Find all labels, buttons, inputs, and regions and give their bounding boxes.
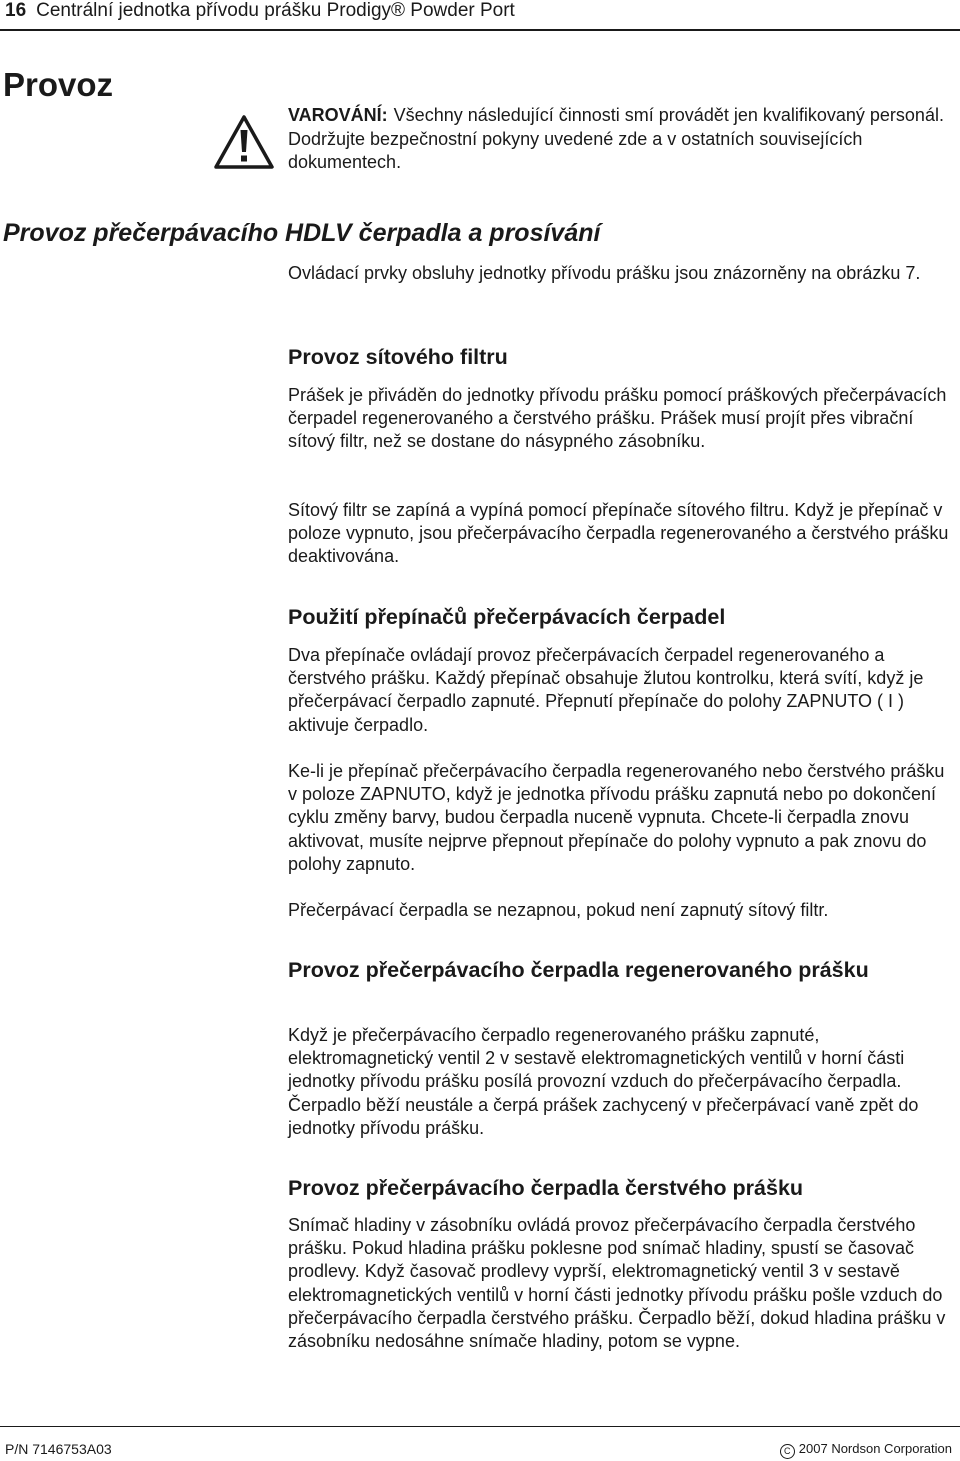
warning-triangle-icon [213, 114, 275, 170]
part-number: P/N 7146753A03 [5, 1441, 112, 1457]
subsection-intro: Ovládací prvky obsluhy jednotky přívodu prášku jsou znázorněny na obrázku 7. [288, 263, 921, 283]
paragraph: Přečerpávací čerpadla se nezapnou, pokud není zapnutý sítový filtr. [288, 900, 829, 920]
subsection-title: Provoz přečerpávacího HDLV čerpadla a prosívání [3, 219, 601, 247]
paragraph: Když je přečerpávacího čerpadlo regenerovaného prášku zapnuté, elektromagnetický ventil 2 v sestavě elektromagnetických ventilů v horní části jednotky přívodu prášku posílá provozní vzduch do přečerpávacího čerpadla. Čerpadlo běží neustále a čerpá prášek zachycený v přečerpávací vaně zpět do jednotky přívodu prášku. [288, 1025, 919, 1138]
page-header [5, 0, 515, 24]
copyright-text: 2007 Nordson Corporation [798, 1441, 952, 1456]
page-number: 16 [5, 0, 27, 21]
section-title: Provoz [3, 66, 114, 103]
heading-pump-switches: Použití přepínačů přečerpávacích čerpadel [288, 605, 726, 629]
heading-virgin-pump: Provoz přečerpávacího čerpadla čerstvého prášku [288, 1176, 804, 1200]
heading-screen-filter: Provoz sítového filtru [288, 345, 508, 369]
warning-note [288, 104, 948, 175]
paragraph: Dva přepínače ovládají provoz přečerpávacích čerpadel regenerovaného a čerstvého prášku. Každý přepínač obsahuje žlutou kontrolku, která svítí, když je přečerpávací čerpadlo zapnuté. Přepnutí přepínače do polohy ZAPNUTO ( I ) aktivuje čerpadlo. [288, 645, 924, 735]
footer-divider [0, 1426, 960, 1427]
paragraph: Ke-li je přepínač přečerpávacího čerpadla regenerovaného nebo čerstvého prášku v poloze ZAPNUTO, když je jednotka přívodu prášku zapnutá nebo po dokončení cyklu změny barvy, budou čerpadla nuceně vypnuta. Chcete-li čerpadla znovu aktivovat, musíte nejprve přepnout přepínače do polohy vypnuto a pak znovu do polohy zapnuto. [288, 761, 945, 874]
warning-text: Všechny následující činnosti smí provádět jen kvalifikovaný personál. Dodržujte bezpečnostní pokyny uvedené zde a v ostatních souvisejících dokumentech. [288, 105, 944, 172]
copyright-icon: C [780, 1444, 795, 1459]
paragraph: Prášek je přiváděn do jednotky přívodu prášku pomocí práškových přečerpávacích čerpadel regenerovaného a čerstvého prášku. Prášek musí projít přes vibrační sítový filtr, než se dostane do násypného zásobníku. [288, 385, 947, 452]
paragraph: Snímač hladiny v zásobníku ovládá provoz přečerpávacího čerpadla čerstvého prášku. Pokud hladina prášku poklesne pod snímač hladiny, spustí se časovač prodlevy. Když časovač prodlevy vyprší, elektromagnetický ventil 3 v sestavě elektromagnetických ventilů v horní části jednotky přívodu prášku pošle vzduch do přečerpávacího čerpadla čerstvého prášku. Čerpadlo běží, dokud hladina prášku v zásobníku nedosáhne snímače hladiny, potom se vypne. [288, 1215, 946, 1352]
paragraph: Sítový filtr se zapíná a vypíná pomocí přepínače sítového filtru. Když je přepínač v poloze vypnuto, jsou přečerpávacího čerpadla regenerovaného a čerstvého prášku deaktivována. [288, 500, 949, 567]
document-title: Centrální jednotka přívodu prášku Prodigy® Powder Port [36, 0, 515, 21]
copyright-notice [780, 1441, 952, 1459]
heading-reclaim-pump: Provoz přečerpávacího čerpadla regenerovaného prášku [288, 958, 869, 982]
warning-label: VAROVÁNÍ: [288, 105, 388, 125]
header-divider [0, 29, 960, 31]
